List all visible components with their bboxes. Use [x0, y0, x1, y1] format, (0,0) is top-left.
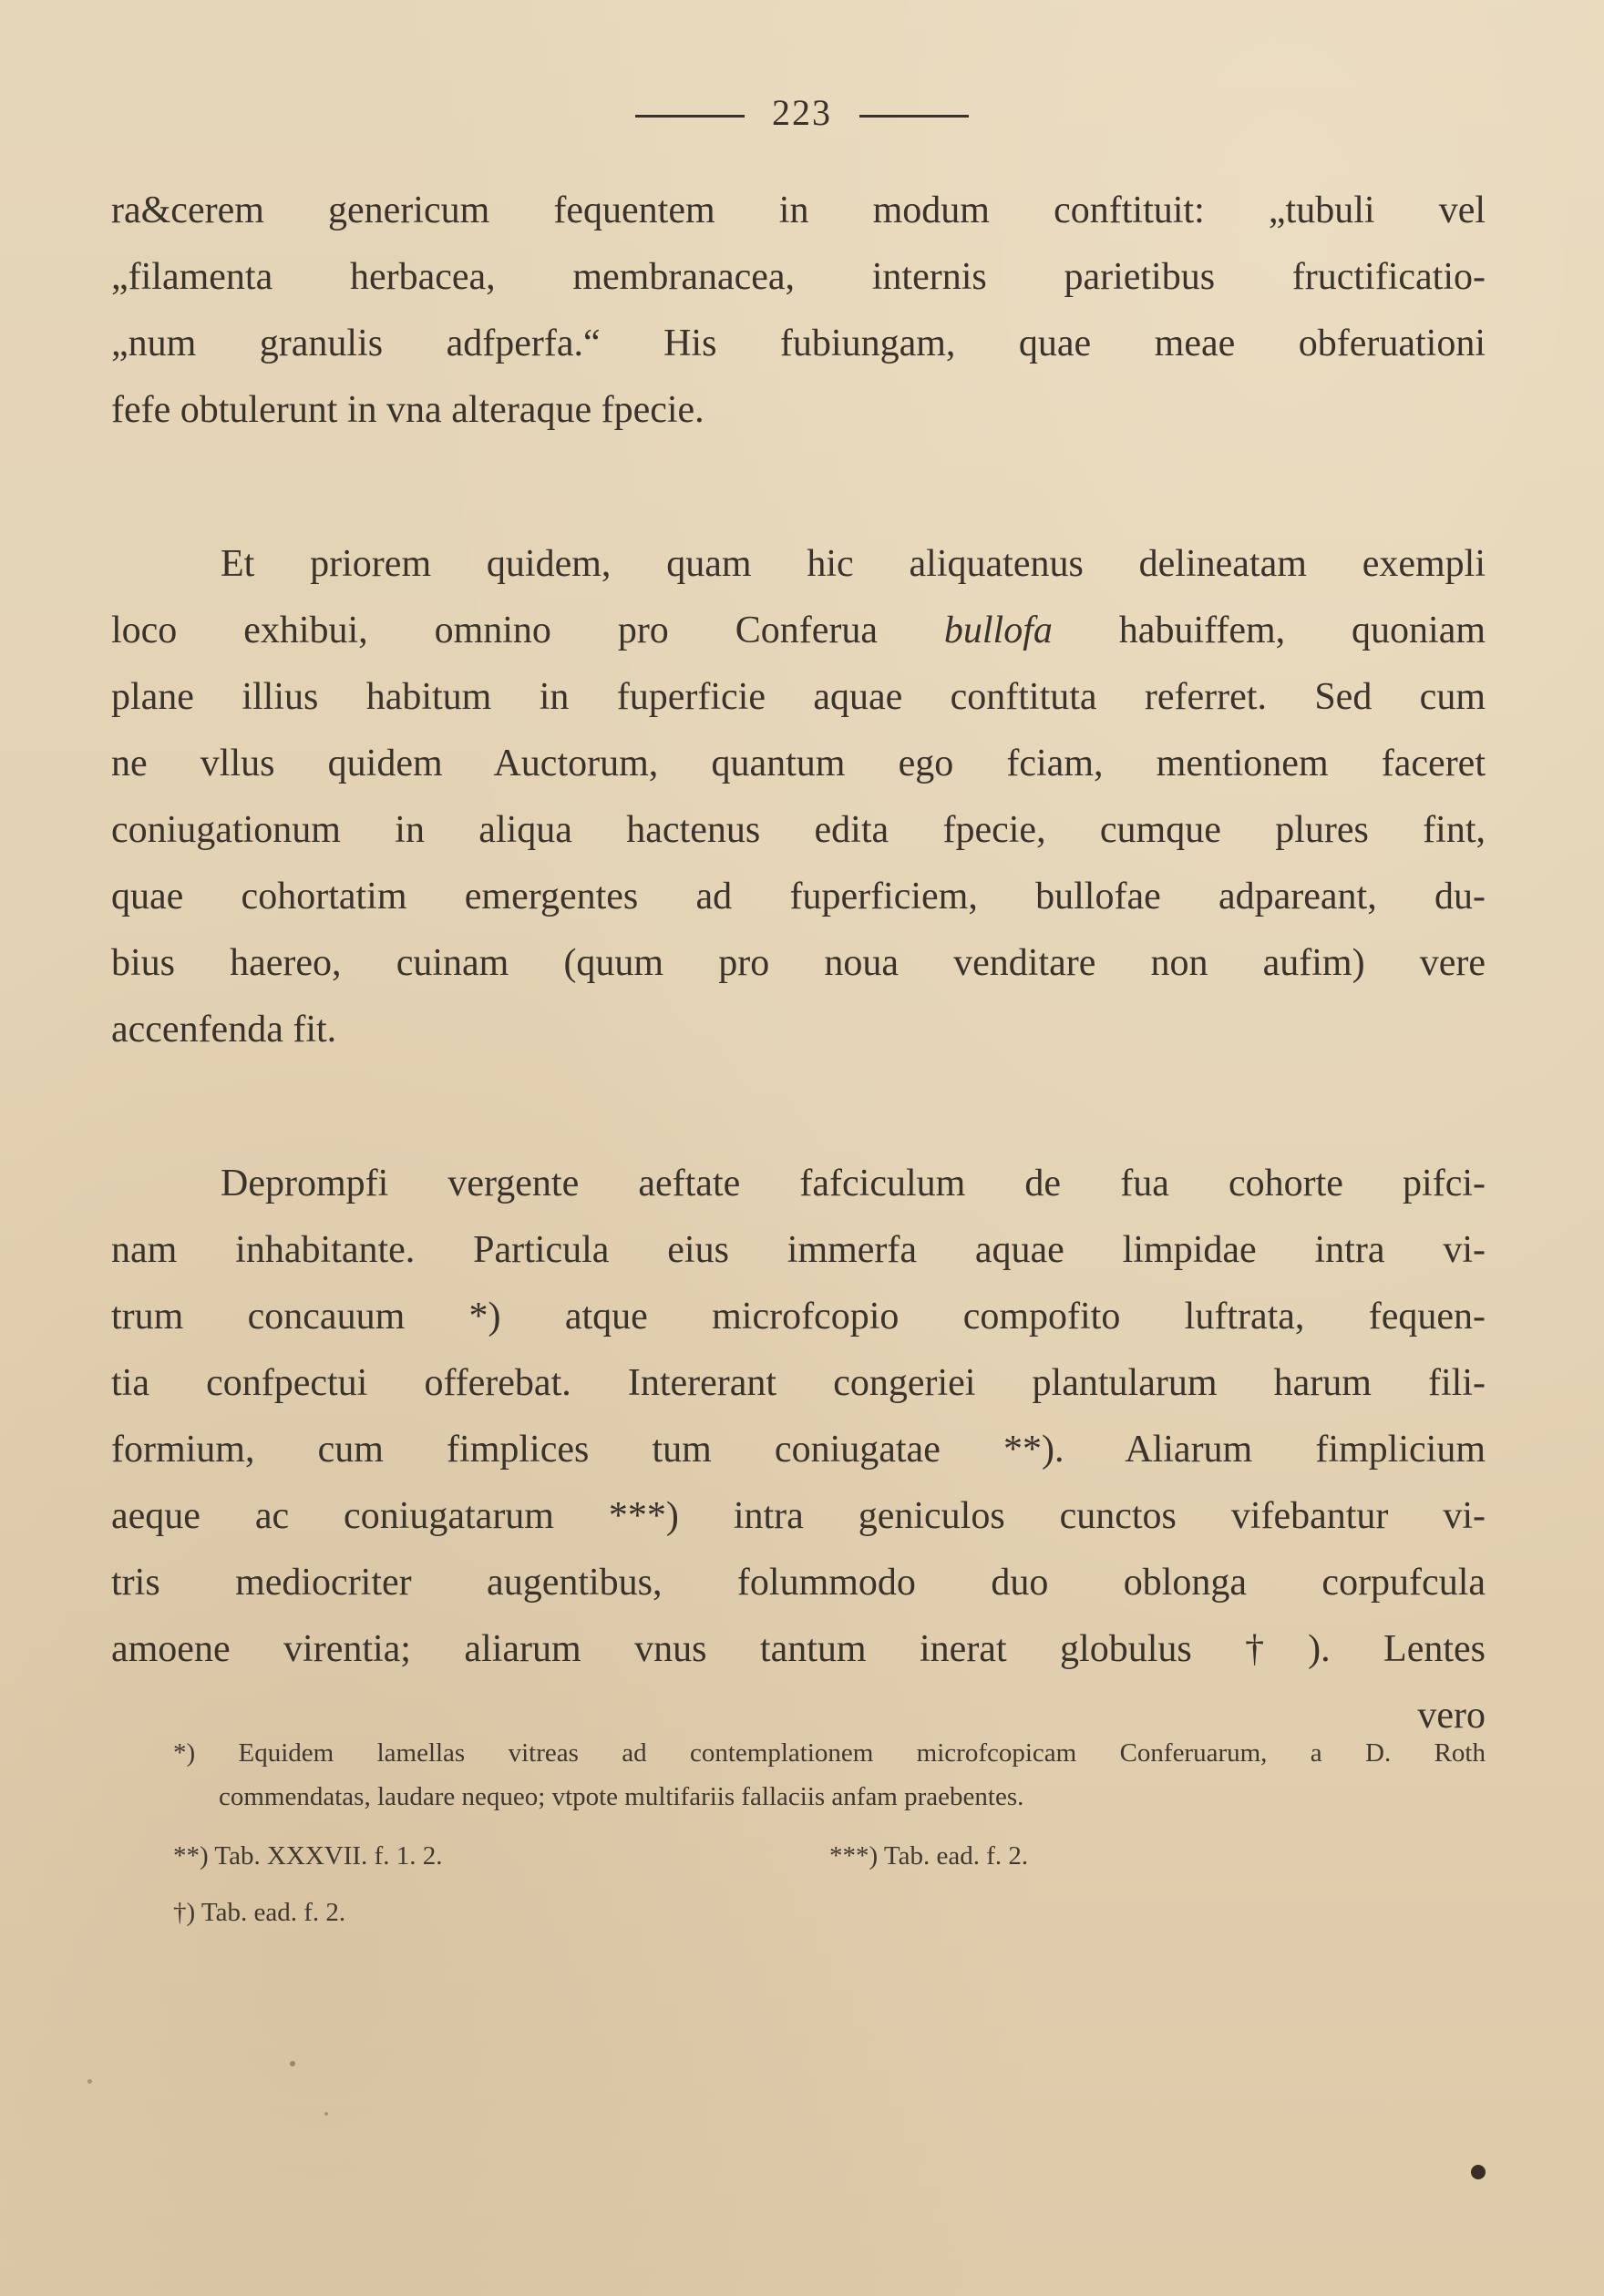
text-line: aeque ac coniugatarum ***) intra geniculos cunctos vifebantur vi-	[111, 1495, 1486, 1537]
footnote-4: †) Tab. ead. f. 2.	[173, 1898, 346, 1927]
paragraph-2	[111, 531, 1486, 1063]
italic-species-name: bullofa	[943, 610, 1053, 651]
text-line: amoene virentia; aliarum vnus tantum inerat globulus †). Lentes	[111, 1628, 1486, 1670]
header-rule-left	[635, 115, 745, 118]
page-number: 223	[772, 92, 832, 133]
text-line: fefe obtulerunt in vna alteraque fpecie.	[111, 389, 704, 431]
text-line-tail: habuiffem, quoniam	[1118, 610, 1486, 651]
text-line: formium, cum fimplices tum coniugatae **). Aliarum fimplicium	[111, 1429, 1486, 1471]
text-line: quae cohortatim emergentes ad fuperficiem, bullofae adpareant, du-	[111, 876, 1486, 917]
text-line: ra&cerem genericum fequentem in modum conftituit: „tubuli vel	[111, 190, 1486, 231]
text-line: „filamenta herbacea, membranacea, internis parietibus fructificatio-	[111, 256, 1486, 298]
text-line: coniugationum in aliqua hactenus edita fpecie, cumque plures fint,	[111, 809, 1486, 851]
paragraph-3	[111, 1151, 1486, 1749]
text-line: tris mediocriter augentibus, folummodo duo oblonga corpufcula	[111, 1562, 1486, 1604]
body-text	[111, 178, 1486, 1749]
footnote-1-line: *) Equidem lamellas vitreas ad contemplationem microfcopicam Conferuarum, a D. Roth	[173, 1738, 1486, 1768]
text-line: bius haereo, cuinam (quum pro noua venditare non aufim) vere	[111, 942, 1486, 984]
text-line: nam inhabitante. Particula eius immerfa aquae limpidae intra vi-	[111, 1229, 1486, 1271]
text-line: plane illius habitum in fuperficie aquae conftituta referret. Sed cum	[111, 676, 1486, 718]
text-line: ne vllus quidem Auctorum, quantum ego fciam, mentionem faceret	[111, 743, 1486, 784]
catchword: vero	[1417, 1695, 1486, 1737]
text-line: trum concauum *) atque microfcopio compofito luftrata, fequen-	[111, 1296, 1486, 1338]
footnote-1-line: commendatas, laudare nequeo; vtpote multifariis fallaciis anfam praebentes.	[219, 1782, 1024, 1811]
ink-speck	[290, 2061, 295, 2066]
text-line: Deprompfi vergente aeftate fafciculum de fua cohorte pifci-	[221, 1163, 1486, 1204]
ink-speck	[324, 2112, 328, 2116]
footnote-3: ***) Tab. ead. f. 2.	[829, 1841, 1029, 1871]
ink-speck	[1471, 2165, 1486, 2179]
text-line: tia confpectui offerebat. Intererant congeriei plantularum harum fili-	[111, 1362, 1486, 1404]
text-line: Et priorem quidem, quam hic aliquatenus delineatam exempli	[221, 543, 1486, 585]
ink-speck	[87, 2079, 92, 2084]
page-header	[0, 91, 1604, 134]
text-line	[111, 598, 1486, 664]
footnote-2: **) Tab. XXXVII. f. 1. 2.	[173, 1841, 443, 1871]
text-line: accenfenda fit.	[111, 1009, 337, 1051]
footnote-row	[173, 1830, 1486, 1882]
footnotes	[173, 1731, 1486, 1939]
text-line: „num granulis adfperfa.“ His fubiungam, quae meae obferuationi	[111, 323, 1486, 364]
header-rule-right	[859, 115, 969, 118]
text-line-head: loco exhibui, omnino pro Conferua	[111, 610, 878, 651]
paragraph-1	[111, 178, 1486, 444]
